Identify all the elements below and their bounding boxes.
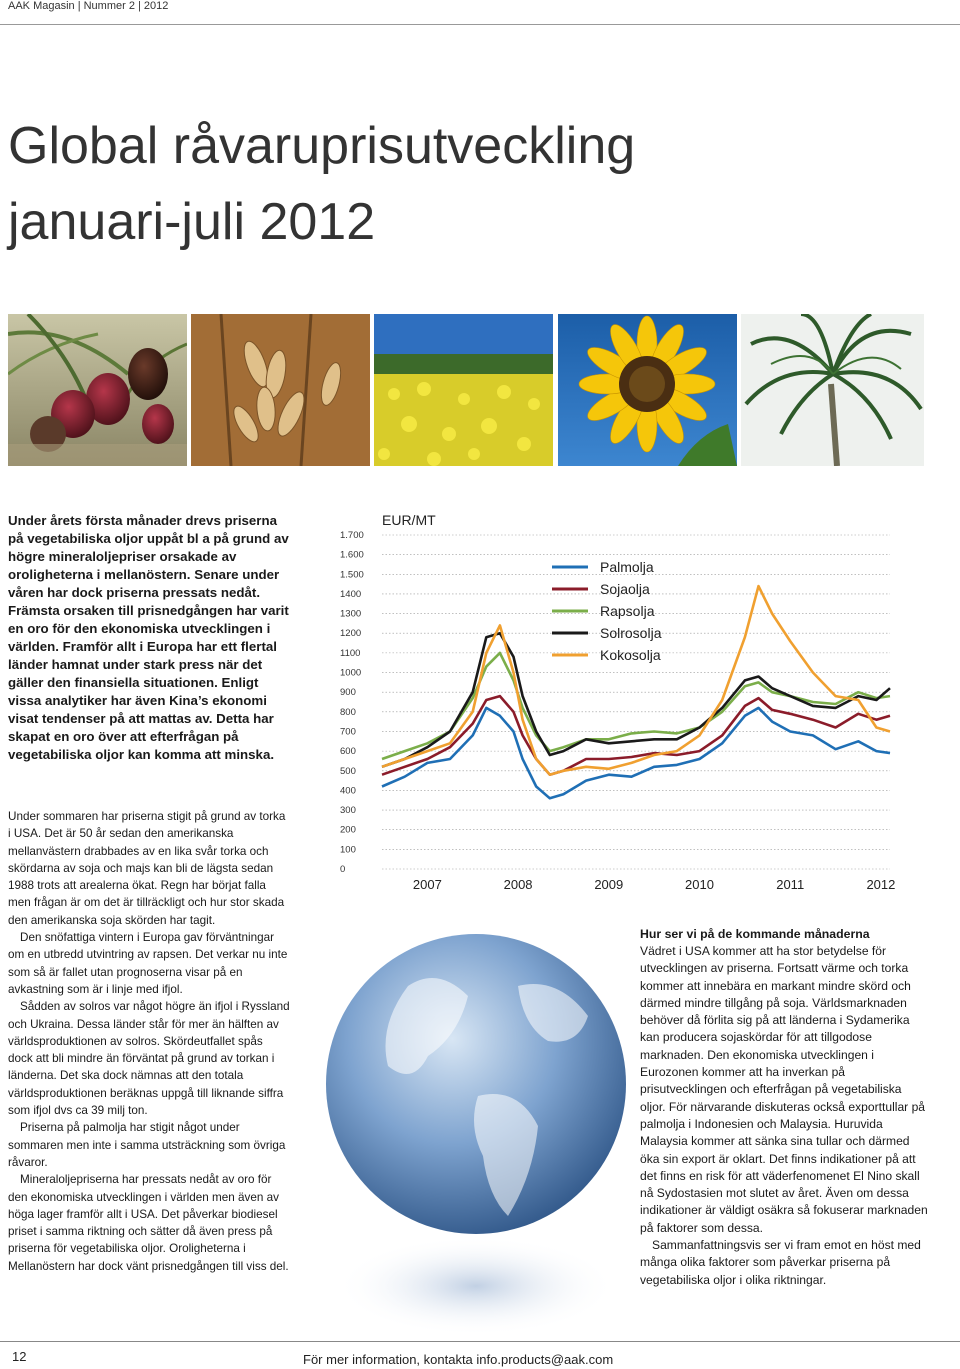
paragraph: Den snöfattiga vintern i Europa gav förväntningar om en utbredd utvintring av rapsen. Det verkar nu inte som så är fallet utan prognoserna visar på en avkastning som är i linje med ifjol.: [8, 931, 288, 996]
legend-label: Sojaolja: [600, 581, 650, 597]
text-column-left: [8, 808, 290, 1275]
y-tick-label: 1100: [340, 647, 361, 659]
y-tick-label: 100: [340, 844, 356, 856]
paragraph: Priserna på palmolja har stigit något under sommaren men inte i samma utsträckning som övriga råvaror.: [8, 1121, 286, 1169]
y-tick-label: 200: [340, 824, 356, 836]
sunflower-photo: [558, 314, 737, 466]
article-intro: [8, 512, 293, 764]
article-title: [8, 108, 948, 260]
soybean-photo: [191, 314, 370, 466]
paragraph: Sammanfattningsvis ser vi fram emot en höst med många olika faktorer som påverkar priserna på vegetabiliska oljor i olika riktningar.: [640, 1238, 921, 1287]
x-tick-label: 2008: [503, 877, 533, 892]
rapeseed-photo: [374, 314, 553, 466]
y-tick-label: 800: [340, 706, 356, 718]
price-chart-svg: [330, 505, 950, 905]
x-tick-label: 2009: [594, 877, 624, 892]
x-tick-label: 2012: [866, 877, 896, 892]
y-tick-label: 0: [340, 864, 346, 875]
x-tick-label: 2011: [776, 877, 805, 892]
paragraph: Mineraloljepriserna har pressats nedåt av oro för den ekonomiska utvecklingen i världen men även av höga lager framför allt i USA. Det påverkar biodiesel priset i samma riktning och sätter då även press på priserna för vegetabiliska oljor. Oroligheterna i Mellanöstern har dock vänt prisnedgången till viss del.: [8, 1173, 289, 1273]
y-tick-label: 1.700: [340, 530, 364, 541]
y-tick-label: 1.600: [340, 549, 364, 561]
section-heading: Hur ser vi på de kommande månaderna: [640, 927, 870, 941]
y-tick-label: 1300: [340, 608, 362, 620]
y-tick-label: 1.500: [340, 569, 364, 581]
legend-label: Rapsolja: [600, 603, 655, 619]
y-tick-label: 1400: [340, 588, 362, 600]
legend-label: Solrosolja: [600, 625, 662, 641]
page-header: [0, 0, 960, 34]
title-line-2: januari-juli 2012: [8, 193, 376, 251]
y-tick-label: 700: [340, 726, 356, 738]
price-chart: [330, 505, 950, 905]
legend-label: Kokosolja: [600, 647, 661, 663]
chart-legend: [552, 559, 662, 663]
legend-label: Palmolja: [600, 559, 654, 575]
footer-rule: [0, 1341, 960, 1342]
y-tick-label: 1200: [340, 628, 362, 640]
text-column-right: [640, 926, 930, 1289]
y-tick-label: 400: [340, 785, 356, 797]
page-number: 12: [12, 1349, 27, 1364]
intro-text: Under årets första månader drevs priserna på vegetabiliska oljor uppåt bl a på grund av högre mineraloljepriser orsakade av oroligheterna i mellanöstern. Senare under våren har dock priserna pressats nedåt. Främsta orsaken till prisnedgången har varit en oro för den ekonomiska utvecklingen i världen. Framför allt i Europa har ett flertal länder hamnat under stark press när det gäller den finansiella situationen. Enligt vissa analytiker har även Kina’s ekonomi visat tendenser på att mattas av. Detta har skapat en oro över att efterfrågan på vegetabiliska oljor kan komma att minska.: [8, 513, 289, 762]
oil-palm-photo: [8, 314, 187, 466]
paragraph: Vädret i USA kommer att ha stor betydelse för utvecklingen av priserna. Fortsatt värme och torka kommer att innebära en markant mindre skörd och därmed mindre tillgång på soja. Världsmarknaden behöver då förlita sig på att länderna i Sydamerika kan producera sojaskördar för att tillgodose marknaden. Den ekonomiska utvecklingen i Eurozonen kommer att ha inverkan på prisutvecklingen och efterfrågan på vegetabiliska oljor. För närvarande diskuteras också exporttullar på palmolja i Indonesien och Malaysia. Huruvida Malaysia kommer att sänka sina tullar och därmed öka sin export är oklart. Det finns indikationer på att det finns en risk för att väderfenomenet El Nino skall nå Sydostasien mot slutet av året. Även om dessa indikationer är väldigt osäkra så fokuserar marknaden på faktorer som dessa.: [640, 944, 928, 1235]
coconut-palm-photo: [741, 314, 924, 466]
y-tick-label: 600: [340, 746, 356, 758]
globe-illustration: [318, 926, 634, 1358]
title-line-1: Global råvaruprisutveckling: [8, 117, 636, 175]
x-tick-label: 2007: [412, 877, 442, 892]
y-tick-label: 900: [340, 687, 356, 699]
y-tick-label: 1000: [340, 667, 362, 679]
y-tick-label: 300: [340, 805, 356, 817]
paragraph: Sådden av solros var något högre än ifjol i Ryssland och Ukraina. Dessa länder står för mer än hälften av världsproduktionen av solros. Skördeutfallet spås dock att bli mindre än förväntat på grund av torkan i länderna. Det ska dock nämnas att den totala världsproduktionen beräknas uppgå till liknande siffra som ifjol dvs ca 39 milj ton.: [8, 1000, 290, 1118]
y-axis-label: EUR/MT: [382, 512, 436, 528]
y-tick-label: 500: [340, 765, 356, 777]
publication-info: AAK Magasin | Nummer 2 | 2012: [8, 0, 169, 12]
contact-info: För mer information, kontakta info.products@aak.com: [303, 1352, 614, 1367]
paragraph: Under sommaren har priserna stigit på grund av torka i USA. Det är 50 år sedan den amerikanska mellanvästern drabbades av en lika svår torka och skördarna av soja och majs kan bli de lägsta sedan 1988 trots att arealerna ökat. Regn har börjat falla men frågan är om det är tillräckligt och hur stor skada den amerikanska soja skörden har tagit.: [8, 810, 286, 927]
photo-strip: [8, 314, 924, 466]
x-tick-label: 2010: [685, 877, 714, 892]
header-rule: [0, 24, 960, 25]
